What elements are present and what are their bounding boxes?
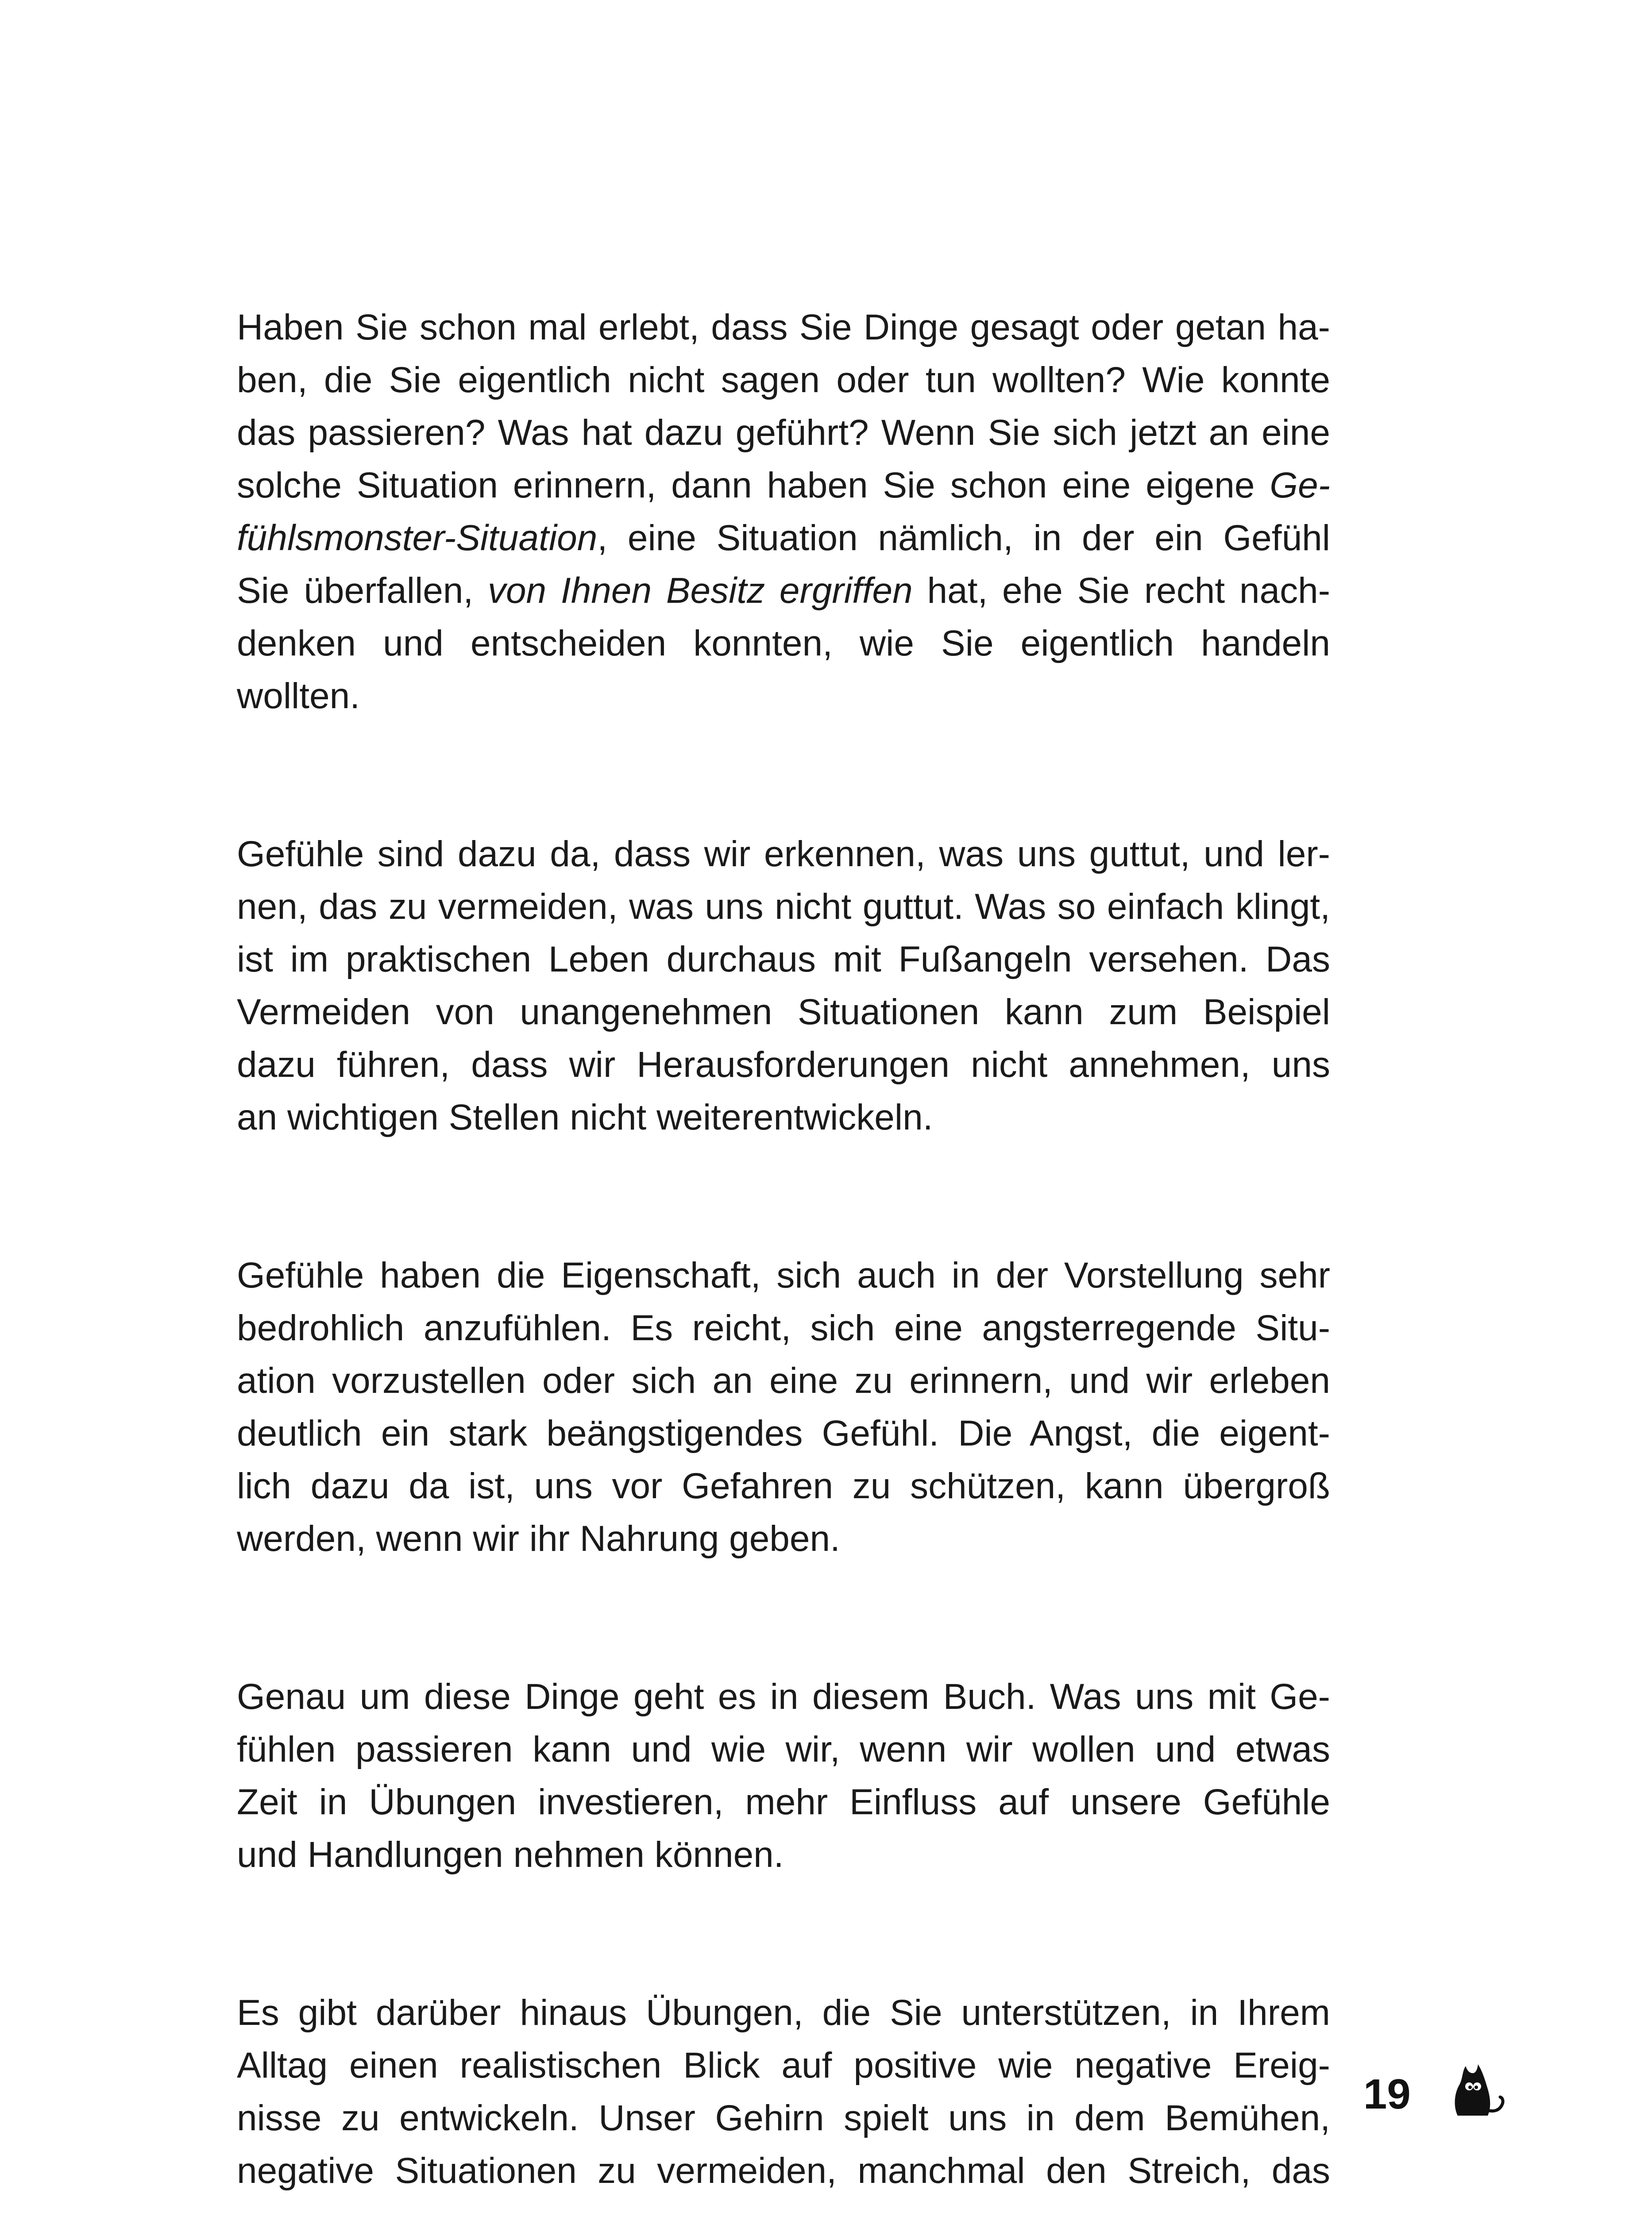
text-line: ist im praktischen Leben durchaus mit Fußangeln versehen. Das	[237, 939, 1330, 979]
text-line: Haben Sie schon mal erlebt, dass Sie Dinge gesagt oder getan ha-	[237, 307, 1330, 347]
page-number: 19	[1363, 2070, 1411, 2118]
text-line: an wichtigen Stellen nicht weiterentwickeln.	[237, 1097, 933, 1137]
body-text	[237, 301, 1330, 2197]
text-line: Zeit in Übungen investieren, mehr Einfluss auf unsere Gefühle	[237, 1782, 1330, 1822]
text-line: und Handlungen nehmen können.	[237, 1835, 784, 1875]
text-line: solche Situation erinnern, dann haben Sie schon eine eigene Ge-	[237, 465, 1330, 505]
text-line: Gefühle haben die Eigenschaft, sich auch in der Vorstellung sehr	[237, 1255, 1330, 1295]
text-line: Genau um diese Dinge geht es in diesem Buch. Was uns mit Ge-	[237, 1677, 1330, 1717]
italic-phrase: Ge-	[1270, 465, 1330, 505]
text-line: fühlsmonster-Situation, eine Situation nämlich, in der ein Gefühl	[237, 518, 1330, 558]
paragraph-1	[237, 301, 1330, 722]
text-line: ation vorzustellen oder sich an eine zu erinnern, und wir erleben	[237, 1361, 1330, 1401]
text-line: ben, die Sie eigentlich nicht sagen oder tun wollten? Wie konnte	[237, 360, 1330, 400]
text-line: wollten.	[237, 676, 360, 716]
text-line: denken und entscheiden konnten, wie Sie eigentlich handeln	[237, 623, 1330, 663]
italic-phrase: fühlsmonster-Situation	[237, 518, 598, 558]
text-line: Vermeiden von unangenehmen Situationen kann zum Beispiel	[237, 992, 1330, 1032]
text-line: dazu führen, dass wir Herausforderungen nicht annehmen, uns	[237, 1045, 1330, 1085]
text-line: bedrohlich anzufühlen. Es reicht, sich eine angsterregende Situ-	[237, 1308, 1330, 1348]
text-line: fühlen passieren kann und wie wir, wenn wir wollen und etwas	[237, 1729, 1330, 1770]
text-line: Sie überfallen, von Ihnen Besitz ergriffen hat, ehe Sie recht nach-	[237, 571, 1330, 611]
text-line: nen, das zu vermeiden, was uns nicht guttut. Was so einfach klingt,	[237, 887, 1330, 927]
text-line: das passieren? Was hat dazu geführt? Wenn Sie sich jetzt an eine	[237, 413, 1330, 453]
text-line: werden, wenn wir ihr Nahrung geben.	[237, 1519, 840, 1559]
paragraph-3	[237, 1249, 1330, 1565]
text-line: lich dazu da ist, uns vor Gefahren zu schützen, kann übergroß	[237, 1466, 1330, 1506]
text-line: Es gibt darüber hinaus Übungen, die Sie unterstützen, in Ihrem	[237, 1993, 1330, 2033]
text-line: deutlich ein stark beängstigendes Gefühl. Die Angst, die eigent-	[237, 1413, 1330, 1453]
paragraph-2	[237, 828, 1330, 1144]
italic-phrase: von Ihnen Besitz ergriffen	[487, 571, 913, 611]
text-line: Alltag einen realistischen Blick auf positive wie negative Ereig-	[237, 2045, 1330, 2086]
text-line: negative Situationen zu vermeiden, manchmal den Streich, das	[237, 2151, 1330, 2191]
paragraph-4	[237, 1670, 1330, 1881]
monster-icon	[1450, 2054, 1507, 2120]
paragraph-5	[237, 1986, 1330, 2197]
text-line: nisse zu entwickeln. Unser Gehirn spielt uns in dem Bemühen,	[237, 2098, 1330, 2138]
text-line: Gefühle sind dazu da, dass wir erkennen, was uns guttut, und ler-	[237, 834, 1330, 874]
